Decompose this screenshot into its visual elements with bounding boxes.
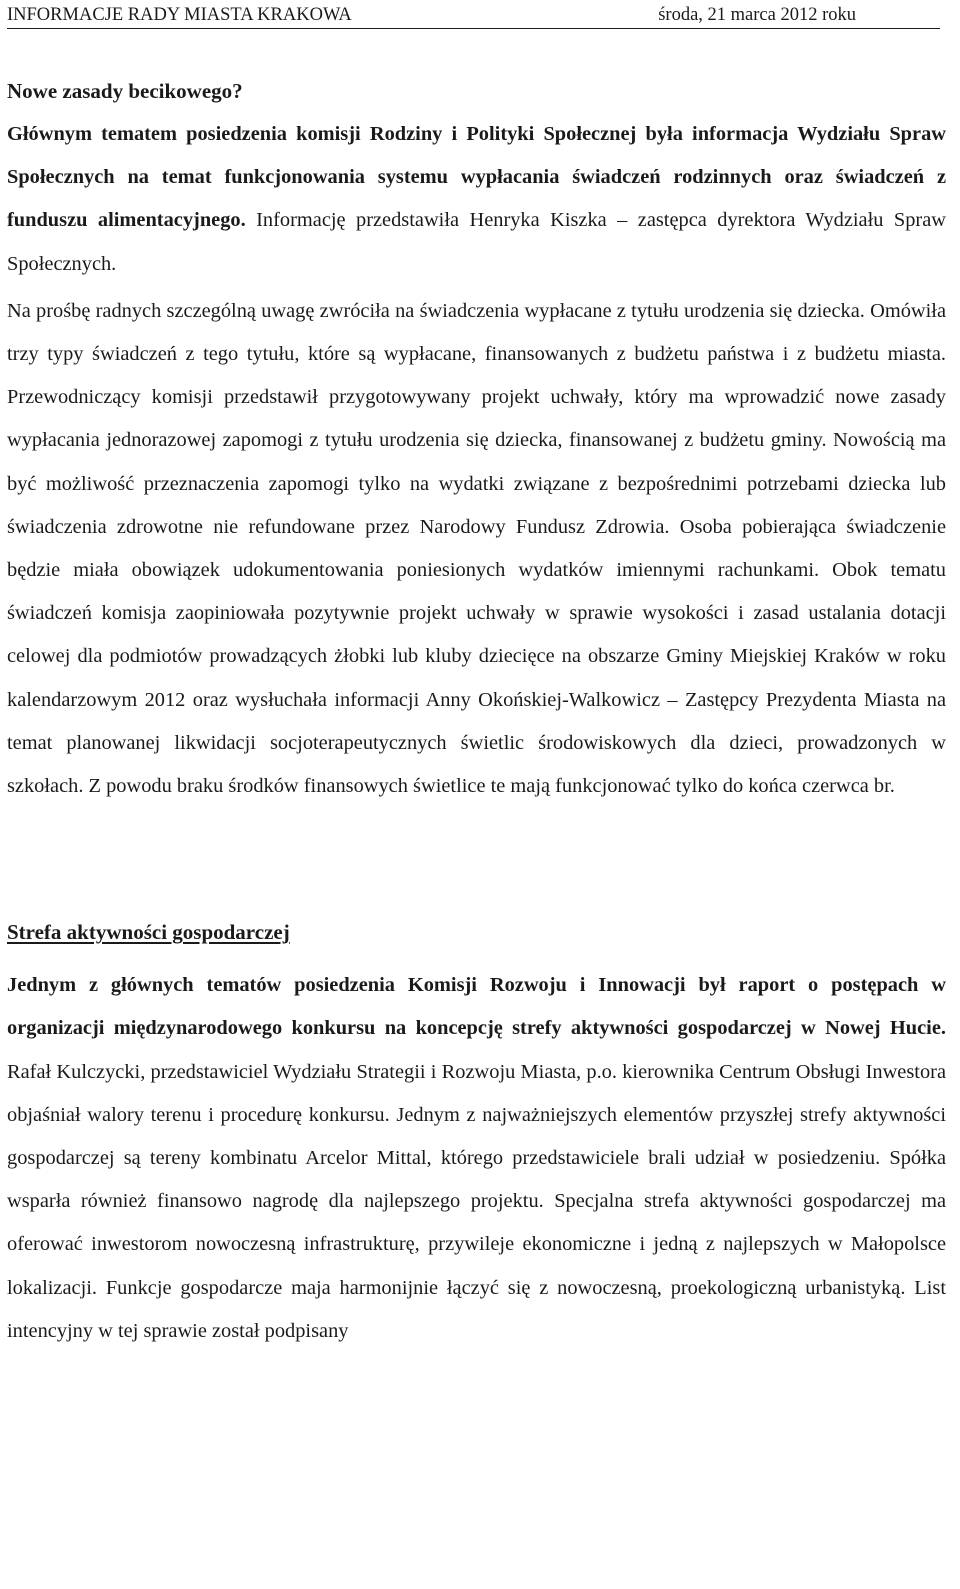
- section-1-paragraph-1: [7, 113, 946, 286]
- section-2-paragraph-1-rest: Rafał Kulczycki, przedstawiciel Wydziału Strategii i Rozwoju Miasta, p.o. kierownika Centrum Obsługi Inwestora objaśniał walory terenu i procedurę konkursu. Jednym z najważniejszych elementów przyszłej strefy aktywności gospodarczej są tereny kombinatu Arcelor Mittal, którego przedstawiciele brali udział w posiedzeniu. Spółka wsparła również finansowo nagrodę dla najlepszego projektu. Specjalna strefa aktywności gospodarczej ma oferować inwestorom nowoczesną infrastrukturę, przywileje ekonomiczne i jedną z najlepszych w Małopolsce lokalizacji. Funkcje gospodarcze maja harmonijnie łączyć się z nowoczesną, proekologiczną urbanistyką. List intencyjny w tej sprawie został podpisany: [7, 1060, 946, 1342]
- header-publication-title: INFORMACJE RADY MIASTA KRAKOWA: [7, 5, 352, 25]
- section-1-title: Nowe zasady becikowego?: [7, 79, 243, 103]
- section-2-paragraph-1-lead: Jednym z głównych tematów posiedzenia Komisji Rozwoju i Innowacji był raport o postępach w organizacji międzynarodowego konkursu na koncepcję strefy aktywności gospodarczej w Nowej Hucie.: [7, 974, 946, 1040]
- section-1-paragraph-2: Na prośbę radnych szczególną uwagę zwróciła na świadczenia wypłacane z tytułu urodzenia się dziecka. Omówiła trzy typy świadczeń z tego tytułu, które są wypłacane, finansowanych z budżetu państwa i z budżetu miasta. Przewodniczący komisji przedstawił przygotowywany projekt uchwały, który ma wprowadzić nowe zasady wypłacania jednorazowej zapomogi z tytułu urodzenia się dziecka, finansowanej z budżetu gminy. Nowością ma być możliwość przeznaczenia zapomogi tylko na wydatki związane z bezpośrednimi potrzebami dziecka lub świadczenia zdrowotne nie refundowane przez Narodowy Fundusz Zdrowia. Osoba pobierająca świadczenie będzie miała obowiązek udokumentowania poniesionych wydatków imiennymi rachunkami. Obok tematu świadczeń komisja zaopiniowała pozytywnie projekt uchwały w sprawie wysokości i zasad ustalania dotacji celowej dla podmiotów prowadzących żłobki lub kluby dziecięce na obszarze Gminy Miejskiej Kraków w roku kalendarzowym 2012 oraz wysłuchała informacji Anny Okońskiej-Walkowicz – Zastępcy Prezydenta Miasta na temat planowanej likwidacji socjoterapeutycznych świetlic środowiskowych dla dzieci, prowadzonych w szkołach. Z powodu braku środków finansowych świetlice te mają funkcjonować tylko do końca czerwca br.: [7, 299, 946, 798]
- header-date: środa, 21 marca 2012 roku: [658, 5, 856, 25]
- section-1-paragraph-1-rest: Informację przedstawiła Henryka Kiszka – zastępca dyrektora Wydziału Spraw Społecznych.: [7, 209, 946, 275]
- section-1-paragraph-1-lead: Głównym tematem posiedzenia komisji Rodziny i Polityki Społecznej była informacja Wydziału Spraw Społecznych na temat funkcjonowania systemu wypłacania świadczeń rodzinnych oraz świadczeń z funduszu alimentacyjnego.: [7, 123, 946, 232]
- section-2-paragraph-1: [7, 964, 946, 1353]
- running-header: [7, 0, 940, 29]
- section-2-title: Strefa aktywności gospodarczej: [7, 920, 290, 945]
